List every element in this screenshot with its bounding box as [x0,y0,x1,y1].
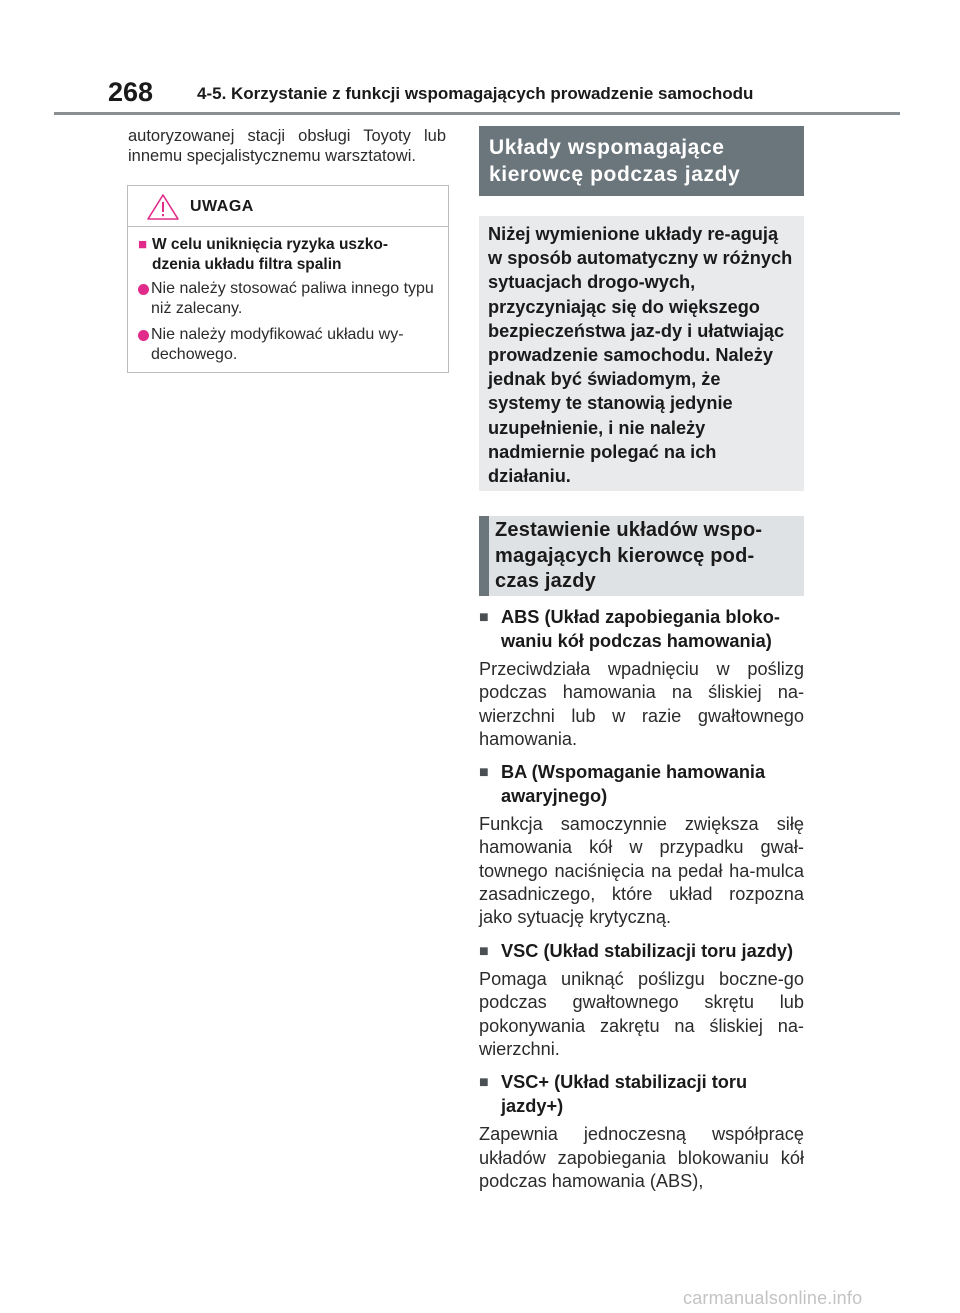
square-bullet-icon: ■ [479,764,489,782]
feature-vsc-plus [479,1071,804,1193]
left-column [128,126,446,166]
header-rule [54,112,900,115]
feature-ba [479,761,804,929]
feature-description: Zapewnia jednoczesną współpracę układów zapobiegania blokowaniu kół podczas hamowania (ABS), [479,1124,804,1191]
square-bullet-icon: ■ [479,1074,489,1092]
chapter-title: 4-5. Korzystanie z funkcji wspomagających prowadzenie samochodu [197,84,754,103]
section-heading [479,516,804,596]
watermark: carmanualsonline.info [683,1288,863,1308]
dot-bullet-icon [138,284,149,295]
summary-box: Niżej wymienione układy re-agują w sposób automatyczny w różnych sytuacjach drogo-wych, przyczyniając się do większego bezpieczeństwa jaz-dy i ułatwiając prowadzenie samochodu. Należy jednak być świadomym, że systemy te stanowią jedynie uzupełnienie, i nie należy nadmiernie polegać na ich działaniu. [479,216,804,491]
square-bullet-icon: ■ [479,609,489,626]
warning-header [128,186,448,227]
feature-vsc [479,940,804,1062]
feature-title-text: ABS (Układ zapobiegania bloko-waniu kół podczas hamowania) [501,607,780,651]
feature-title-text: BA (Wspomaganie hamowania awaryjnego) [501,762,766,806]
warning-item-text: Nie należy modyfikować układu wy-dechowego. [151,326,404,363]
warning-box [127,185,449,373]
page-number: 268 [108,77,154,107]
warning-item [138,279,436,319]
warning-item-text: Nie należy stosować paliwa innego typu niż zalecany. [151,280,434,317]
feature-title [479,606,804,653]
right-column [479,126,804,1193]
feature-description: Funkcja samoczynnie zwiększa siłę hamowania kół w przypadku gwał-townego naciśnięcia na pedał ha-mulca zasadniczego, które układ rozpozna jako sytuację krytyczną. [479,814,804,928]
warning-triangle-icon [146,193,180,221]
feature-title [479,1071,804,1118]
dot-bullet-icon [138,330,149,341]
feature-title [479,761,804,808]
feature-description: Pomaga uniknąć poślizgu boczne-go podczas gwałtownego skrętu lub pokonywania zakrętu na śliskiej na-wierzchni. [479,969,804,1060]
feature-title [479,940,804,964]
intro-paragraph: autoryzowanej stacji obsługi Toyoty lub innemu specjalistycznemu warsztatowi. [128,127,446,165]
square-bullet-icon: ■ [138,236,148,253]
feature-abs [479,606,804,751]
section-heading-text: Zestawienie układów wspo-magających kierowcę pod-czas jazdy [489,516,804,596]
warning-section-title [138,235,436,275]
warning-item [138,325,436,365]
warning-section-title-text: W celu uniknięcia ryzyka uszko-dzenia układu filtra spalin [152,236,389,273]
feature-description: Przeciwdziała wpadnięciu w poślizg podczas hamowania na śliskiej na-wierzchni lub w razie gwałtownego hamowania. [479,659,804,749]
feature-title-text: VSC+ (Układ stabilizacji toru jazdy+) [501,1072,748,1116]
warning-label: UWAGA [190,198,254,215]
square-bullet-icon: ■ [479,942,489,960]
section-heading-bar [479,516,489,596]
chapter-banner: Układy wspomagające kierowcę podczas jazdy [479,126,804,196]
warning-body [128,227,448,365]
feature-title-text: VSC (Układ stabilizacji toru jazdy) [501,940,794,961]
